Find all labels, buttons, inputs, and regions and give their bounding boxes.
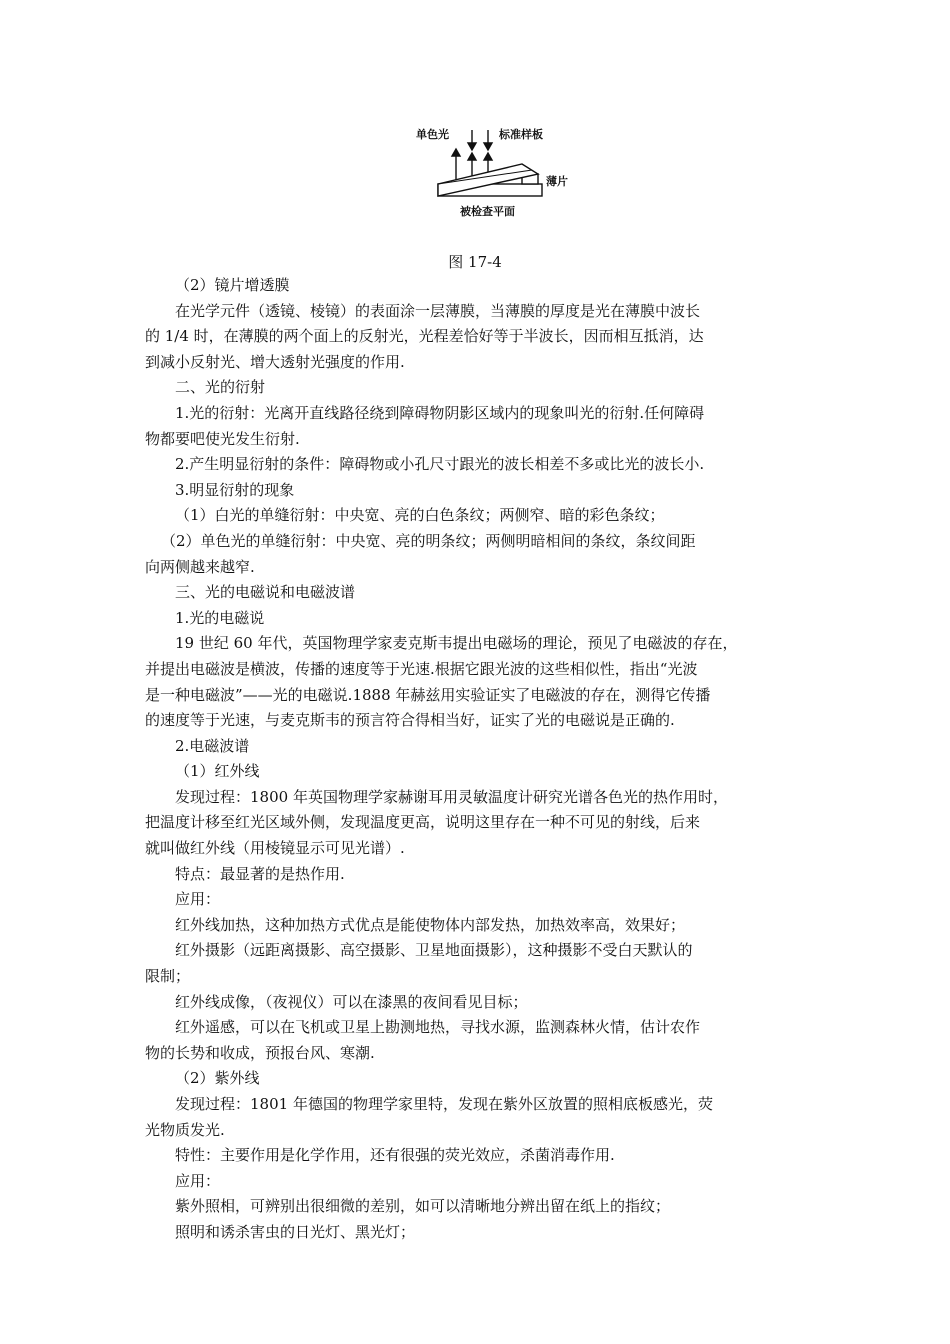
text-line: （2）单色光的单缝衍射：中央宽、亮的明条纹；两侧明暗相间的条纹，条纹间距 xyxy=(161,531,696,550)
figure-label-plane: 被检查平面 xyxy=(460,205,515,217)
text-line: 把温度计移至红光区域外侧，发现温度更高，说明这里存在一种不可见的射线，后来 xyxy=(145,813,701,832)
text-line: 应用： xyxy=(175,890,221,909)
text-line: 三、光的电磁说和电磁波谱 xyxy=(175,583,356,602)
text-line: 1.光的电磁说 xyxy=(175,608,265,627)
text-line: 二、光的衍射 xyxy=(175,378,266,397)
figure-label-monochrome: 单色光 xyxy=(416,128,449,141)
text-line: 是一种电磁波”——光的电磁说.1888 年赫兹用实验证实了电磁波的存在，测得它传播 xyxy=(145,685,711,704)
text-line: 应用： xyxy=(175,1171,221,1190)
text-line: 到减小反射光、增大透射光强度的作用. xyxy=(145,352,405,371)
text-line: 红外遥感，可以在飞机或卫星上勘测地热，寻找水源，监测森林火情，估计农作 xyxy=(175,1018,701,1037)
text-line: 发现过程：1800 年英国物理学家赫谢耳用灵敏温度计研究光谱各色光的热作用时， xyxy=(175,787,728,806)
text-line: 在光学元件（透镜、棱镜）的表面涂一层薄膜，当薄膜的厚度是光在薄膜中波长 xyxy=(175,301,701,320)
text-line: 紫外照相，可辨别出很细微的差别，如可以清晰地分辨出留在纸上的指纹； xyxy=(175,1197,671,1216)
text-line: 红外摄影（远距离摄影、高空摄影、卫星地面摄影），这种摄影不受白天默认的 xyxy=(175,941,693,960)
text-line: 发现过程：1801 年德国的物理学家里特，发现在紫外区放置的照相底板感光，荧 xyxy=(175,1095,713,1113)
text-line: （2）镜片增透膜 xyxy=(175,276,290,294)
text-line: 的速度等于光速，与麦克斯韦的预言符合得相当好，证实了光的电磁说是正确的. xyxy=(145,711,675,730)
text-line: 物都要吧使光发生衍射. xyxy=(145,429,300,448)
text-line: 1.光的衍射：光离开直线路径绕到障碍物阴影区域内的现象叫光的衍射.任何障碍 xyxy=(175,403,705,422)
figure-label-standard-plate: 标准样板 xyxy=(499,128,543,141)
text-line: 并提出电磁波是横波，传播的速度等于光速.根据它跟光波的这些相似性，指出“光波 xyxy=(145,659,698,678)
text-line: （2）紫外线 xyxy=(175,1069,260,1088)
text-line: 照明和诱杀害虫的日光灯、黑光灯； xyxy=(175,1222,416,1241)
figure-label-thin-sheet: 薄片 xyxy=(546,175,568,188)
text-line: 物的长势和收成，预报台风、寒潮. xyxy=(145,1043,375,1062)
figure-caption: 图 17-4 xyxy=(448,253,502,271)
interference-figure xyxy=(410,122,570,217)
text-line: 红外线加热，这种加热方式优点是能使物体内部发热，加热效率高，效果好； xyxy=(175,915,686,934)
text-line: （1）白光的单缝衍射：中央宽、亮的白色条纹；两侧窄、暗的彩色条纹； xyxy=(175,506,665,525)
text-line: 特点：最显著的是热作用. xyxy=(175,864,345,883)
text-line: 3.明显衍射的现象 xyxy=(175,480,295,499)
text-line: 限制； xyxy=(145,967,191,986)
text-line: 的 1/4 时，在薄膜的两个面上的反射光，光程差恰好等于半波长，因而相互抵消，达 xyxy=(145,327,704,346)
text-line: 向两侧越来越窄. xyxy=(145,557,255,576)
text-line: （1）红外线 xyxy=(175,762,260,781)
incident-arrows xyxy=(468,130,492,150)
text-line: 2.产生明显衍射的条件：障碍物或小孔尺寸跟光的波长相差不多或比光的波长小. xyxy=(175,455,705,474)
text-line: 2.电磁波谱 xyxy=(175,736,250,755)
text-line: 特性：主要作用是化学作用，还有很强的荧光效应，杀菌消毒作用. xyxy=(175,1146,615,1165)
body-text xyxy=(145,273,810,1246)
thin-film-diagram xyxy=(410,122,570,217)
text-line: 红外线成像，（夜视仪）可以在漆黑的夜间看见目标； xyxy=(175,992,528,1011)
text-line: 就叫做红外线（用棱镜显示可见光谱）. xyxy=(145,839,405,858)
text-line: 19 世纪 60 年代，英国物理学家麦克斯韦提出电磁场的理论，预见了电磁波的存在， xyxy=(175,634,738,653)
text-line: 光物质发光. xyxy=(145,1120,225,1139)
